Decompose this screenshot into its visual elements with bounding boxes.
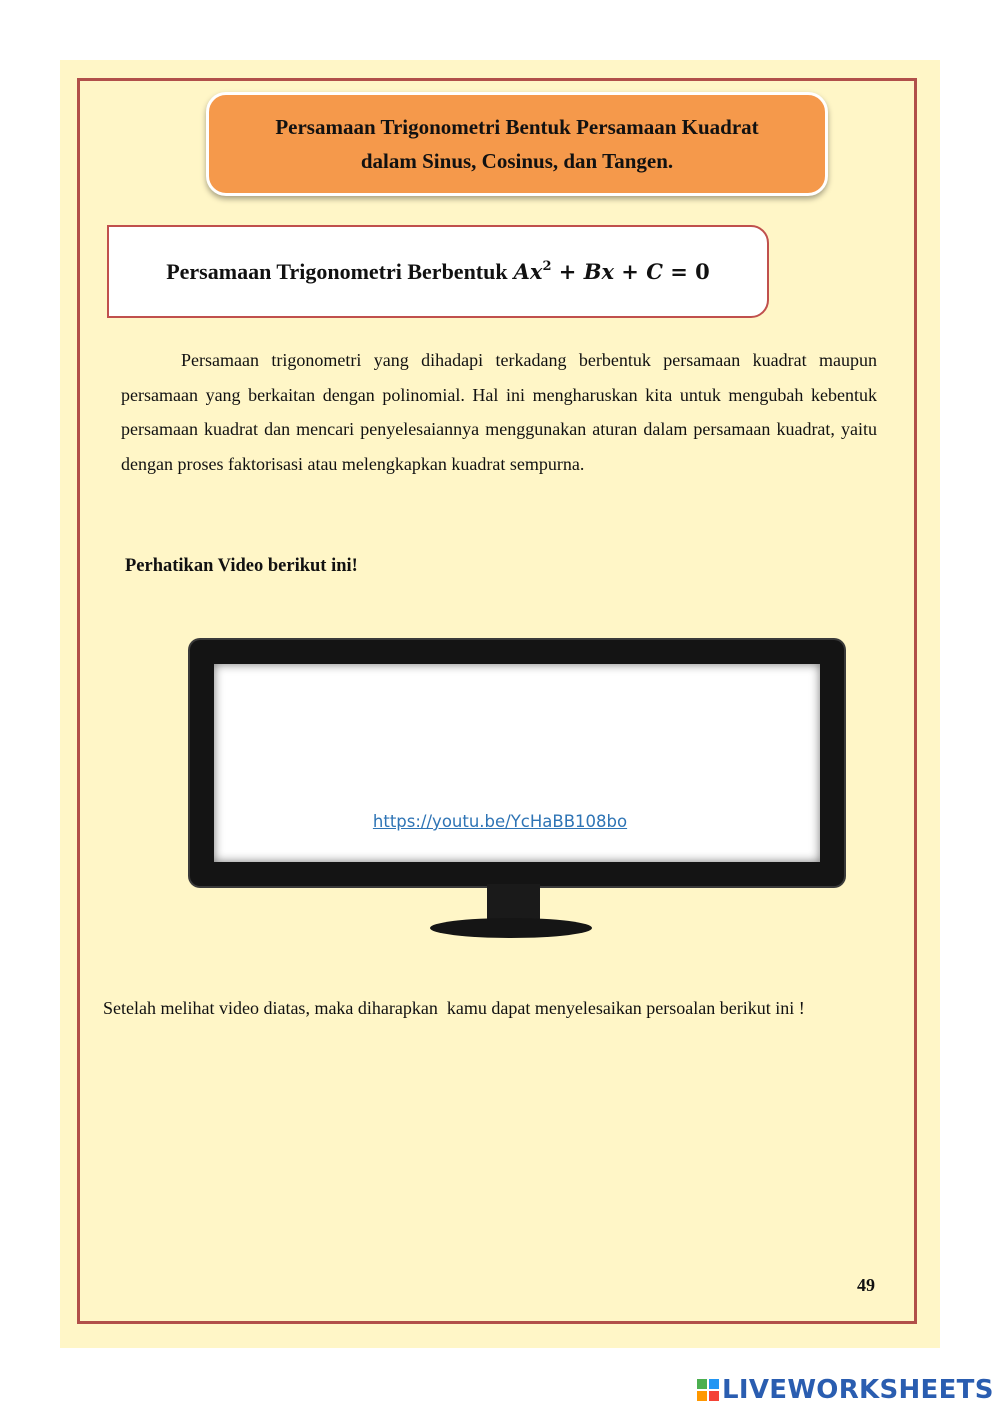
subtitle-banner bbox=[107, 225, 769, 318]
monitor-screen bbox=[190, 640, 844, 886]
intro-paragraph: Persamaan trigonometri yang dihadapi terkadang berbentuk persamaan kuadrat maupun persamaan yang berkaitan dengan polinomial. Hal ini mengharuskan kita untuk mengubah kebentuk persamaan kuadrat dan mencari penyelesaiannya menggunakan aturan dalam persamaan kuadrat, yaitu dengan proses faktorisasi atau melengkapkan kuadrat sempurna. bbox=[121, 350, 877, 475]
quadratic-formula: $Ax^2 + Bx + C = 0$ bbox=[513, 259, 710, 284]
brand-name: LIVEWORKSHEETS bbox=[722, 1375, 994, 1405]
subtitle-text: Persamaan Trigonometri Berbentuk bbox=[166, 258, 508, 284]
title-banner bbox=[206, 92, 828, 196]
title-line-1: Persamaan Trigonometri Bentuk Persamaan Kuadrat bbox=[275, 115, 759, 139]
liveworksheets-brand bbox=[697, 1375, 994, 1405]
monitor-stand-base bbox=[430, 918, 592, 938]
video-link[interactable]: https://youtu.be/YcHaBB108bo bbox=[372, 812, 628, 831]
liveworksheets-logo-icon bbox=[697, 1379, 719, 1401]
title-line-2: dalam Sinus, Cosinus, dan Tangen. bbox=[360, 149, 674, 173]
video-instruction: Perhatikan Video berikut ini! bbox=[125, 556, 358, 576]
page-number: 49 bbox=[857, 1275, 875, 1295]
follow-up-note: Setelah melihat video diatas, maka diharapkan kamu dapat menyelesaikan persoalan berikut ini ! bbox=[103, 998, 805, 1018]
